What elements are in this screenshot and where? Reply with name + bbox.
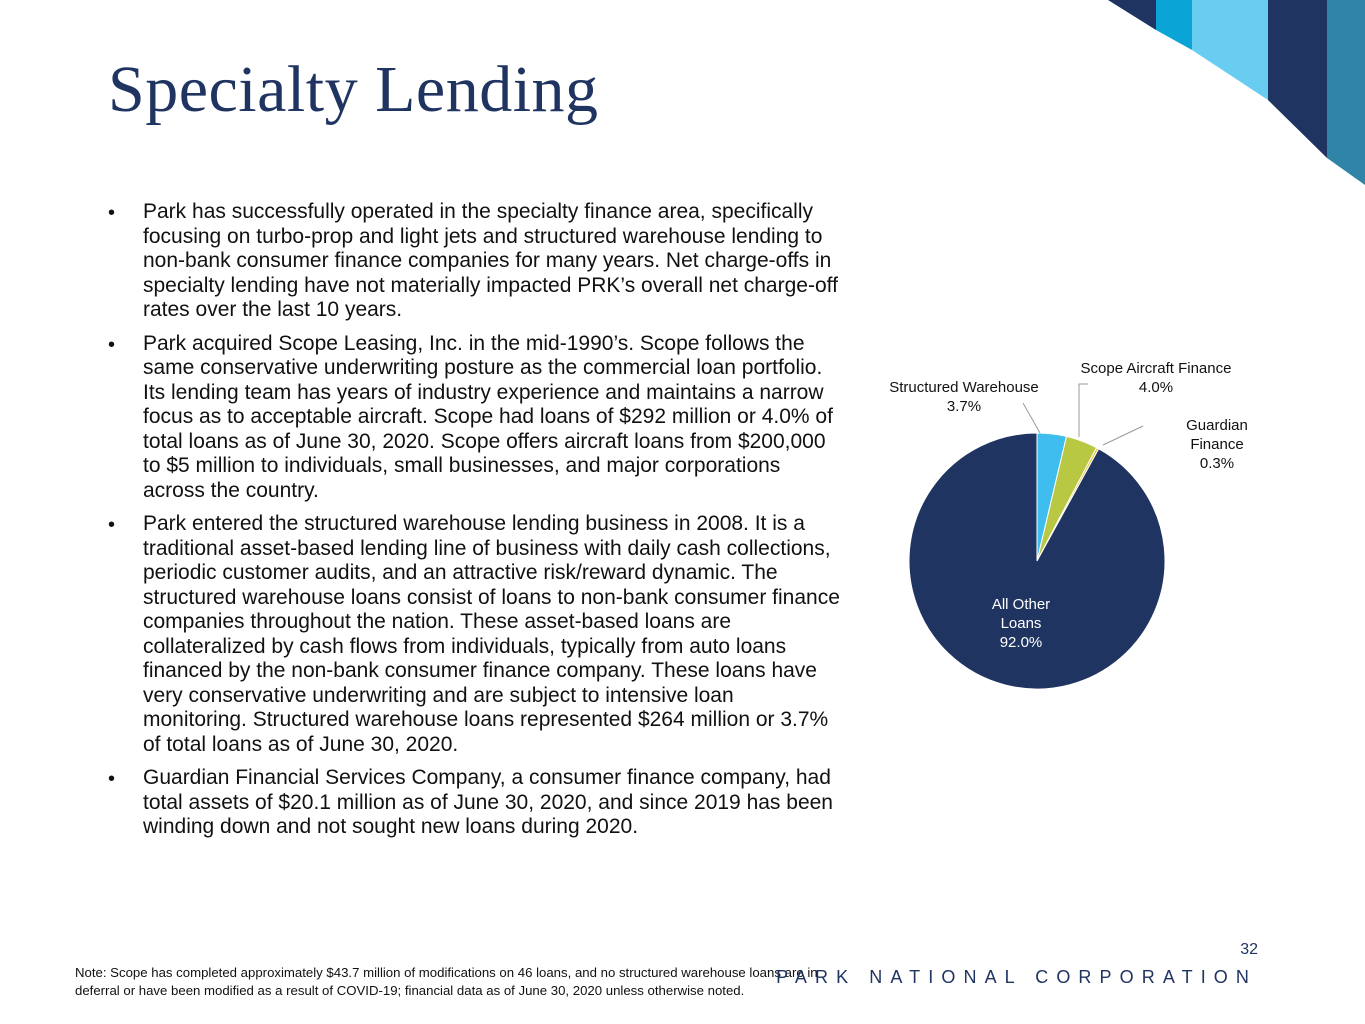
pie-label-line: All Other [991, 596, 1051, 613]
bullet-item [108, 512, 843, 757]
corner-band-sky [1192, 0, 1268, 100]
pie-label-line: 0.3% [1199, 455, 1235, 472]
pie-leader-line-structured-warehouse [1023, 403, 1040, 433]
bullet-text-guardian: Guardian Financial Services Company, a consumer finance company, had total assets of $20.1 million as of June 30, 2020, and since 2019 has been winding down and not sought new loans during 2020. [143, 766, 833, 838]
pie-leader-line-guardian-finance [1103, 426, 1143, 445]
pie-label-all-other-loans [992, 596, 1050, 651]
bullet-list [108, 200, 843, 849]
corner-band-navy-wide [1268, 0, 1327, 158]
footnote: Note: Scope has completed approximately $43.7 million of modifications on 46 loans, and no structured warehouse loans are in deferral or have been modified as a result of COVID-19; financial data as of June 30, 2020 unless otherwise noted. [75, 965, 818, 998]
bullet-dot: • [108, 514, 116, 536]
bullet-item [108, 200, 843, 323]
corner-band-navy [1108, 0, 1156, 30]
bullet-item [108, 332, 843, 504]
pie-label-guardian-finance [1186, 417, 1248, 472]
pie-label-line: Structured Warehouse [889, 379, 1039, 396]
bullet-text-structured-warehouse: Park entered the structured warehouse lending business in 2008. It is a traditional asset-based lending line of business with daily cash collections, periodic customer audits, and an attractive risk/reward dynamic. The structured warehouse loans consist of loans to non-bank consumer finance companies throughout the nation. These asset-based loans are collateralized by cash flows from individuals, typically from auto loans financed by the non-bank consumer finance company. These loans have very conservative underwriting and are subject to intensive loan monitoring. Structured warehouse loans represented $264 million or 3.7% of total loans as of June 30, 2020. [143, 512, 840, 756]
pie-label-line: Finance [1190, 436, 1244, 453]
pie-label-scope-aircraft-finance [1081, 360, 1232, 396]
pie-label-line: Scope Aircraft Finance [1080, 360, 1232, 377]
company-brand: PARK NATIONAL CORPORATION [776, 967, 1257, 987]
corner-band-cyan [1156, 0, 1192, 50]
corner-band-steel [1327, 0, 1365, 185]
slide-title: Specialty Lending [108, 53, 599, 126]
bullet-dot: • [108, 333, 116, 356]
pie-label-structured-warehouse [889, 379, 1039, 415]
pie-leader-line-scope-aircraft-finance [1079, 384, 1088, 437]
bullet-dot: • [108, 768, 116, 790]
pie-label-line: 92.0% [999, 634, 1043, 651]
pie-label-line: Loans [1000, 615, 1042, 632]
loan-mix-pie-chart [860, 350, 1280, 710]
pie-label-line: 3.7% [946, 398, 982, 415]
bullet-text-specialty-finance: Park has successfully operated in the specialty finance area, specifically focusing on turbo-prop and light jets and structured warehouse lending to non-bank consumer finance companies for many years. Net charge-offs in specialty lending have not materially impacted PRK’s overall net charge-off rates over the last 10 years. [143, 200, 838, 321]
bullet-dot: • [108, 202, 116, 224]
pie-label-line: Guardian [1186, 417, 1248, 434]
bullet-text-scope-leasing: Park acquired Scope Leasing, Inc. in the mid-1990’s. Scope follows the same conservative underwriting posture as the commercial loan portfolio. Its lending team has years of industry experience and maintains a narrow focus as to acceptable aircraft. Scope had loans of $292 million or 4.0% of total loans as of June 30, 2020. Scope offers aircraft loans from $200,000 to $5 million to individuals, small businesses, and major corporations across the country. [143, 331, 833, 502]
page-number: 32 [1240, 941, 1258, 958]
pie-label-line: 4.0% [1138, 379, 1174, 396]
bullet-item [108, 766, 843, 840]
